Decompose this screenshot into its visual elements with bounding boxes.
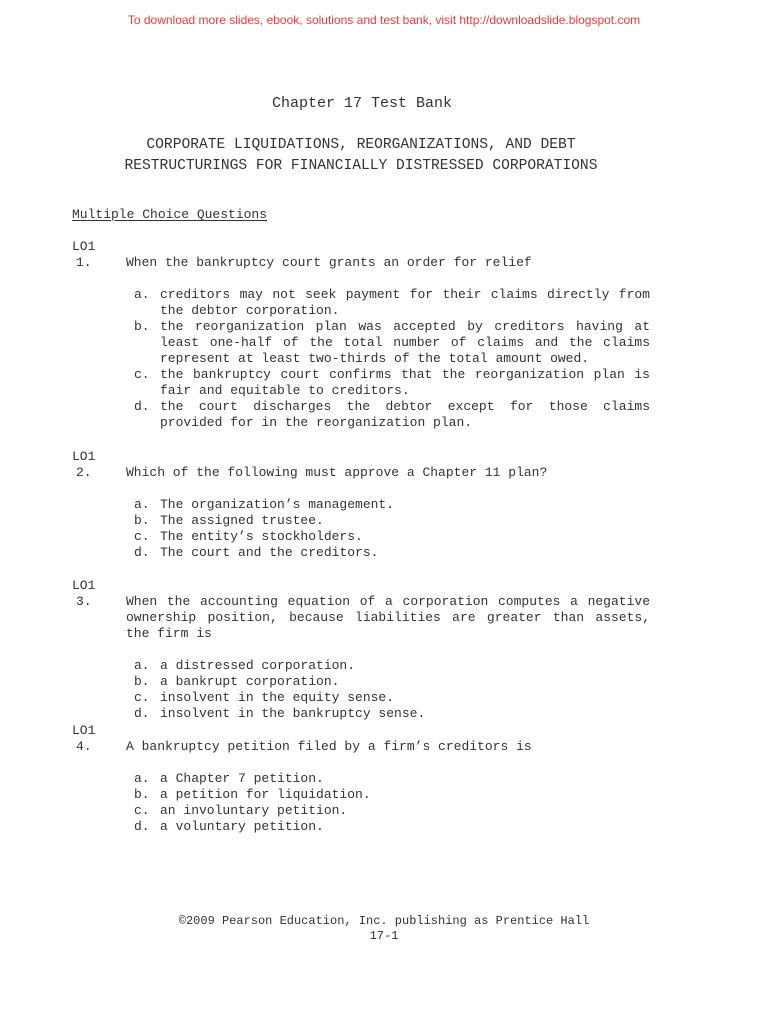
- option-text: The organization’s management.: [160, 497, 395, 512]
- option-text: the court discharges the debtor except for those claims provided for in the reorganization plan.: [160, 399, 650, 430]
- option-letter: d.: [134, 819, 150, 834]
- chapter-title: Chapter 17 Test Bank: [271, 95, 453, 112]
- answer-options: [134, 771, 650, 835]
- answer-option-a: [134, 771, 650, 787]
- answer-options: [134, 287, 650, 431]
- option-text: The assigned trustee.: [160, 513, 324, 528]
- answer-option-c: [134, 367, 650, 399]
- answer-options: [134, 658, 650, 722]
- answer-option-a: [134, 287, 650, 319]
- option-text: the reorganization plan was accepted by creditors having at least one-half of the total number of claims and the claims represent at least two-thirds of the total amount owed.: [160, 319, 650, 366]
- question-3: [72, 578, 652, 722]
- option-letter: c.: [134, 690, 150, 705]
- question-1: [72, 239, 652, 431]
- option-text: The court and the creditors.: [160, 545, 379, 560]
- answer-option-a: [134, 497, 650, 513]
- option-letter: b.: [134, 319, 150, 334]
- learning-objective-label: LO1: [72, 578, 96, 593]
- document-title: [0, 135, 722, 177]
- document-title-line-1: CORPORATE LIQUIDATIONS, REORGANIZATIONS, AND DEBT: [146, 137, 576, 153]
- answer-option-b: [134, 513, 650, 529]
- option-text: the bankruptcy court confirms that the reorganization plan is fair and equitable to creditors.: [160, 367, 650, 398]
- option-text: a petition for liquidation.: [160, 787, 371, 802]
- option-letter: d.: [134, 706, 150, 721]
- document-title-line-2: RESTRUCTURINGS FOR FINANCIALLY DISTRESSED CORPORATIONS: [124, 158, 598, 174]
- question-number: 2.: [76, 465, 92, 480]
- option-letter: c.: [134, 367, 150, 382]
- copyright-notice: ©2009 Pearson Education, Inc. publishing as Prentice Hall: [178, 914, 590, 928]
- answer-option-c: [134, 529, 650, 545]
- page-number: 17-1: [369, 929, 399, 943]
- question-text: Which of the following must approve a Chapter 11 plan?: [126, 465, 548, 480]
- option-letter: b.: [134, 674, 150, 689]
- option-text: insolvent in the bankruptcy sense.: [160, 706, 426, 721]
- answer-option-a: [134, 658, 650, 674]
- answer-option-d: [134, 819, 650, 835]
- question-number: 3.: [76, 594, 92, 609]
- option-letter: b.: [134, 513, 150, 528]
- learning-objective-label: LO1: [72, 449, 96, 464]
- option-text: an involuntary petition.: [160, 803, 348, 818]
- learning-objective-label: LO1: [72, 723, 96, 738]
- answer-option-d: [134, 545, 650, 561]
- question-text: When the accounting equation of a corporation computes a negative ownership position, because liabilities are greater than assets, the firm is: [126, 594, 650, 641]
- option-letter: b.: [134, 787, 150, 802]
- option-text: a voluntary petition.: [160, 819, 324, 834]
- option-text: a Chapter 7 petition.: [160, 771, 324, 786]
- question-2: [72, 449, 652, 561]
- option-text: a bankrupt corporation.: [160, 674, 340, 689]
- page-footer: [0, 914, 768, 944]
- question-text: When the bankruptcy court grants an order for relief: [126, 255, 532, 270]
- option-letter: a.: [134, 497, 150, 512]
- option-letter: c.: [134, 803, 150, 818]
- answer-option-c: [134, 803, 650, 819]
- option-letter: c.: [134, 529, 150, 544]
- answer-option-b: [134, 674, 650, 690]
- answer-option-d: [134, 706, 650, 722]
- answer-option-b: [134, 787, 650, 803]
- question-number: 1.: [76, 255, 92, 270]
- answer-option-d: [134, 399, 650, 431]
- option-letter: d.: [134, 399, 150, 414]
- option-text: a distressed corporation.: [160, 658, 356, 673]
- option-text: insolvent in the equity sense.: [160, 690, 395, 705]
- download-banner[interactable]: To download more slides, ebook, solutions and test bank, visit http://downloadslide.blogspot.com: [127, 13, 641, 27]
- option-letter: a.: [134, 658, 150, 673]
- question-text: A bankruptcy petition filed by a firm’s creditors is: [126, 739, 532, 754]
- answer-options: [134, 497, 650, 561]
- option-letter: a.: [134, 287, 150, 302]
- question-number: 4.: [76, 739, 92, 754]
- option-letter: d.: [134, 545, 150, 560]
- option-text: creditors may not seek payment for their claims directly from the debtor corporation.: [160, 287, 650, 318]
- option-text: The entity’s stockholders.: [160, 529, 363, 544]
- section-heading: Multiple Choice Questions: [72, 207, 268, 222]
- answer-option-c: [134, 690, 650, 706]
- learning-objective-label: LO1: [72, 239, 96, 254]
- question-4: [72, 723, 652, 835]
- answer-option-b: [134, 319, 650, 367]
- option-letter: a.: [134, 771, 150, 786]
